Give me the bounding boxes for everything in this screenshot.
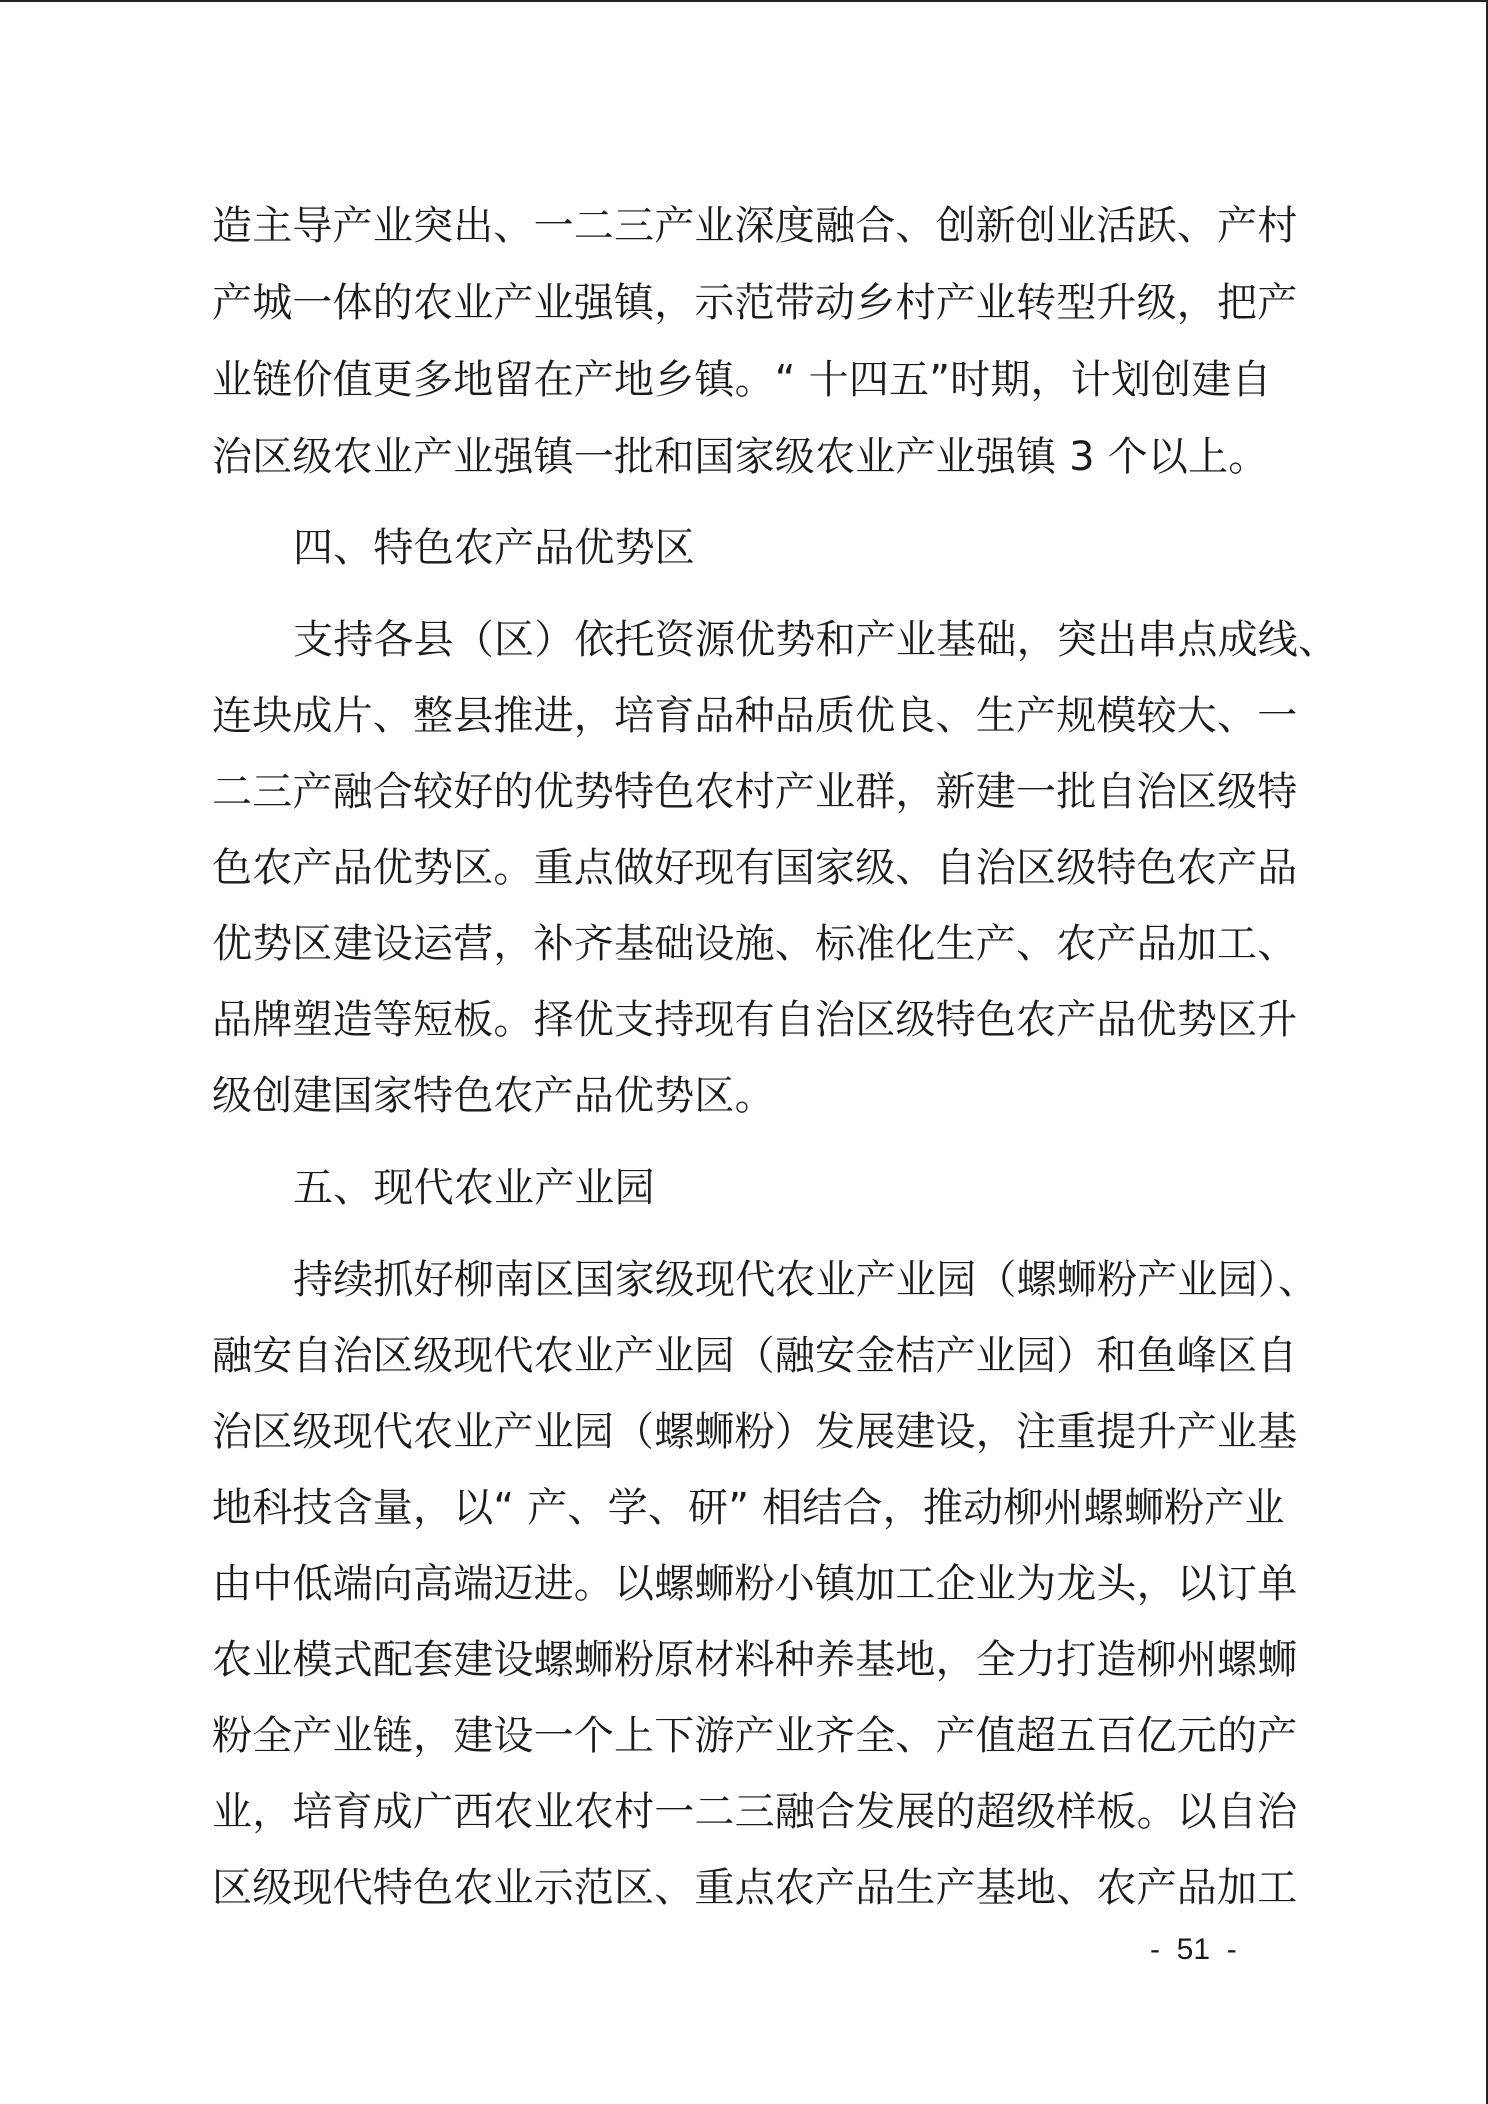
text-line: 产城一体的农业产业强镇，示范带动乡村产业转型升级，把产	[212, 280, 1298, 326]
text-line: 品牌塑造等短板。择优支持现有自治区级特色农产品优势区升	[212, 997, 1298, 1043]
text-line: 地科技含量，以“ 产、学、研” 相结合，推动柳州螺蛳粉产业	[212, 1485, 1285, 1531]
text-line: 连块成片、整县推进，培育品种品质优良、生产规模较大、一	[212, 693, 1298, 739]
text-line: 业链价值更多地留在产地乡镇。“ 十四五”时期，计划创建自	[212, 357, 1272, 403]
text-line: 治区级现代农业产业园（螺蛳粉）发展建设，注重提升产业基	[212, 1409, 1298, 1455]
text-line: 级创建国家特色农产品优势区。	[212, 1073, 775, 1119]
section-heading: 五、现代农业产业园	[293, 1165, 655, 1211]
text-line: 农业模式配套建设螺蛳粉原材料种养基地，全力打造柳州螺蛳	[212, 1637, 1298, 1683]
text-line: 二三产融合较好的优势特色农村产业群，新建一批自治区级特	[212, 769, 1298, 815]
text-line: 由中低端向高端迈进。以螺蛳粉小镇加工企业为龙头，以订单	[212, 1561, 1298, 1607]
text-line: 持续抓好柳南区国家级现代农业产业园（螺蛳粉产业园）、	[293, 1257, 1319, 1303]
text-line: 粉全产业链，建设一个上下游产业齐全、产值超五百亿元的产	[212, 1713, 1298, 1759]
text-line: 业，培育成广西农业农村一二三融合发展的超级样板。以自治	[212, 1789, 1298, 1835]
text-line: 造主导产业突出、一二三产业深度融合、创新创业活跃、产村	[212, 203, 1298, 249]
text-line: 支持各县（区）依托资源优势和产业基础，突出串点成线、	[293, 617, 1339, 663]
section-heading: 四、特色农产品优势区	[293, 525, 695, 571]
page-number: - 51 -	[1150, 1933, 1237, 1966]
text-line: 优势区建设运营，补齐基础设施、标准化生产、农产品加工、	[212, 921, 1298, 967]
text-line: 色农产品优势区。重点做好现有国家级、自治区级特色农产品	[212, 845, 1298, 891]
text-line: 治区级农业产业强镇一批和国家级农业产业强镇 3 个以上。	[212, 434, 1269, 480]
text-line: 融安自治区级现代农业产业园（融安金桔产业园）和鱼峰区自	[212, 1333, 1298, 1379]
text-line: 区级现代特色农业示范区、重点农产品生产基地、农产品加工	[212, 1865, 1298, 1911]
